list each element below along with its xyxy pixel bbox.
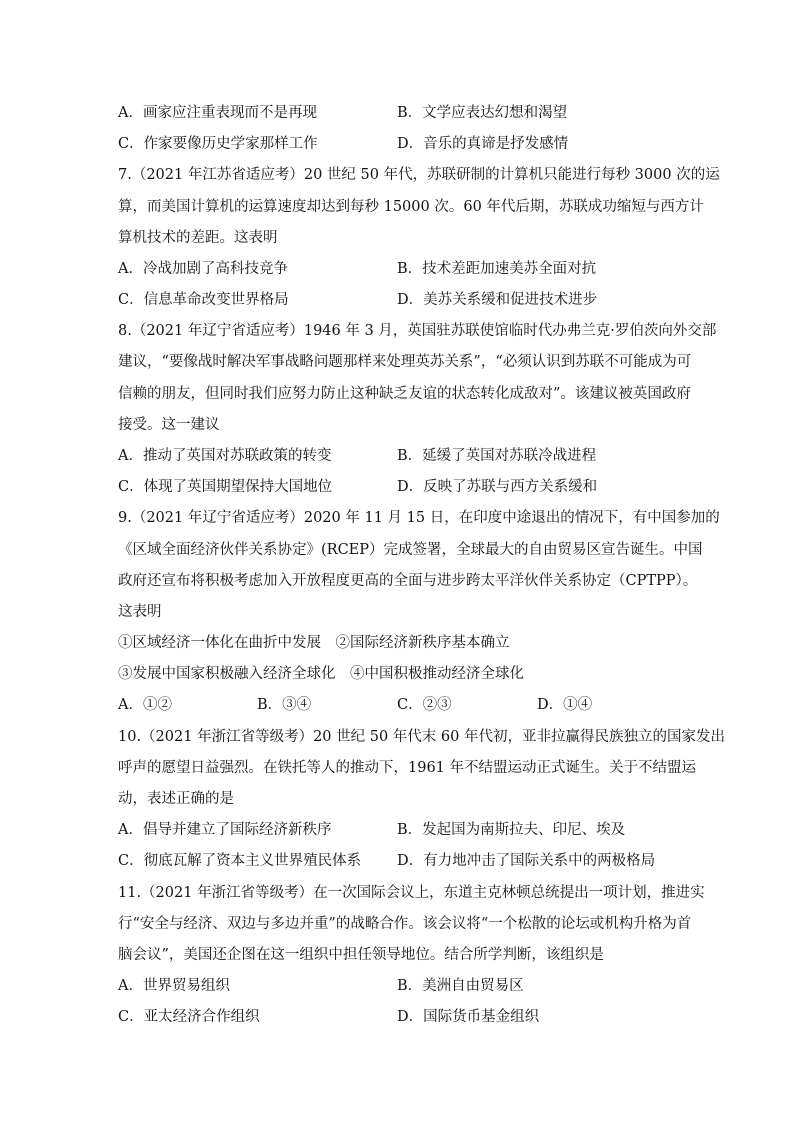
q8-option-d: D．反映了苏联与西方关系缓和 — [397, 479, 598, 495]
q9-statement-1: ①区域经济一体化在曲折中发展 ②国际经济新秩序基本确立 — [118, 635, 510, 651]
q9-stem-line-1: 9.（2021 年辽宁省适应考）2020 年 11 月 15 日，在印度中途退出的情况下，有中国参加的 — [118, 510, 720, 526]
q8-option-a: A．推动了英国对苏联政策的转变 — [118, 448, 332, 464]
q7-option-c: C．信息革命改变世界格局 — [118, 292, 289, 308]
q11-stem-line-3: 脑会议”，美国还企图在这一组织中担任领导地位。结合所学判断，该组织是 — [118, 947, 604, 963]
q7-option-d: D．美苏关系缓和促进技术进步 — [397, 292, 598, 308]
q7-option-b: B．技术差距加速美苏全面对抗 — [397, 261, 597, 277]
q10-option-a: A．倡导并建立了国际经济新秩序 — [118, 822, 332, 838]
q8-stem-line-1: 8.（2021 年辽宁省适应考）1946 年 3 月，英国驻苏联使馆临时代办弗兰克·罗伯茨向外交部 — [118, 323, 717, 339]
q9-option-b: B．③④ — [257, 697, 312, 713]
q6-option-d: D．音乐的真谛是抒发感情 — [397, 136, 569, 152]
q9-option-c: C．②③ — [397, 697, 452, 713]
q11-option-c: C．亚太经济合作组织 — [118, 1009, 260, 1025]
q8-option-c: C．体现了英国期望保持大国地位 — [118, 479, 333, 495]
q9-stem-line-4: 这表明 — [118, 604, 162, 620]
q9-statement-2: ③发展中国家积极融入经济全球化 ④中国积极推动经济全球化 — [118, 666, 524, 682]
q10-option-c: C．彻底瓦解了资本主义世界殖民体系 — [118, 853, 362, 869]
q9-option-d: D．①④ — [537, 697, 593, 713]
q8-stem-line-3: 信赖的朋友，但同时我们应努力防止这种缺乏友谊的状态转化成敌对”。该建议被英国政府 — [118, 386, 691, 402]
q6-option-b: B．文学应表达幻想和渴望 — [397, 105, 568, 121]
q10-stem-line-3: 动，表述正确的是 — [118, 791, 234, 807]
q7-stem-line-2: 算，而美国计算机的运算速度却达到每秒 15000 次。60 年代后期，苏联成功缩短与西方计 — [118, 199, 704, 215]
q6-option-c: C．作家要像历史学家那样工作 — [118, 136, 318, 152]
q8-stem-line-2: 建议，“要像战时解决军事战略问题那样来处理英苏关系”，“必须认识到苏联不可能成为可 — [118, 354, 692, 370]
q6-option-a: A．画家应注重表现而不是再现 — [118, 105, 317, 121]
q11-option-d: D．国际货币基金组织 — [397, 1009, 540, 1025]
q10-option-b: B．发起国为南斯拉夫、印尼、埃及 — [397, 822, 626, 838]
q11-option-b: B．美洲自由贸易区 — [397, 978, 524, 994]
q11-stem-line-1: 11.（2021 年浙江省等级考）在一次国际会议上，东道主克林顿总统提出一项计划，推进实 — [118, 885, 705, 901]
q9-option-a: A．①② — [118, 697, 172, 713]
q7-stem-line-3: 算机技术的差距。这表明 — [118, 230, 278, 246]
q7-stem-line-1: 7.（2021 年江苏省适应考）20 世纪 50 年代，苏联研制的计算机只能进行每秒 3000 次的运 — [118, 167, 720, 183]
q11-option-a: A．世界贸易组织 — [118, 978, 230, 994]
q8-option-b: B．延缓了英国对苏联冷战进程 — [397, 448, 597, 464]
q10-stem-line-1: 10.（2021 年浙江省等级考）20 世纪 50 年代末 60 年代初，亚非拉赢得民族独立的国家发出 — [118, 729, 725, 745]
q7-option-a: A．冷战加剧了高科技竞争 — [118, 261, 288, 277]
q10-stem-line-2: 呼声的愿望日益强烈。在铁托等人的推动下，1961 年不结盟运动正式诞生。关于不结盟运 — [118, 760, 697, 776]
q11-stem-line-2: 行“安全与经济、双边与多边并重”的战略合作。该会议将“一个松散的论坛或机构升格为首 — [118, 916, 692, 932]
q9-stem-line-2: 《区域全面经济伙伴关系协定》(RCEP）完成签署，全球最大的自由贸易区宣告诞生。中国 — [118, 542, 703, 558]
q10-option-d: D．有力地冲击了国际关系中的两极格局 — [397, 853, 656, 869]
q9-stem-line-3: 政府还宣布将积极考虑加入开放程度更高的全面与进步跨太平洋伙伴关系协定（CPTPP）。 — [118, 573, 698, 589]
q8-stem-line-4: 接受。这一建议 — [118, 417, 220, 433]
